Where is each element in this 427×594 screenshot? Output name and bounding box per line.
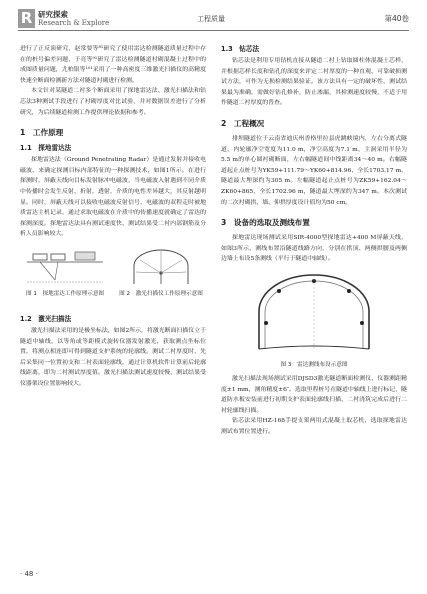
gpr-diagram-icon xyxy=(25,248,105,288)
heading-principle: 1 工作原理 xyxy=(20,128,64,138)
right-column xyxy=(221,44,407,438)
journal-logo: R xyxy=(18,9,35,28)
heading-core: 1.3 钻芯法 xyxy=(221,45,260,53)
left-column xyxy=(20,44,206,389)
core-paragraph: 钻芯法是利用专用钻机直接从隧道二衬上钻取圆柱体混凝土芯样，并根据芯样长度和钻孔的深度来评定二衬厚度的一种直观、可靠破损测试方法，可作为无损检测结果验证。该方法具有一定的破坏性，测试结果最为准确，需做好钻孔修补，防止渗漏，其检测速度较慢，不适于用作隧道二衬厚度的普查。 xyxy=(221,58,407,107)
figure-1-caption: 图 1 探地雷达工作原理示意图 xyxy=(25,290,105,297)
heading-equipment: 3 设备的选取及测线布置 xyxy=(221,218,310,228)
header-divider xyxy=(18,30,409,31)
journal-name-cn: 研究探索 xyxy=(38,10,68,19)
page-number: · 48 · xyxy=(20,570,38,578)
laser-scanner-diagram-icon xyxy=(126,248,196,288)
figure-1 xyxy=(20,248,110,310)
heading-overview: 2 工程概况 xyxy=(221,118,265,128)
heading-gpr: 1.1 探地雷达法 xyxy=(20,144,72,153)
volume-number: 第40卷 xyxy=(384,14,409,23)
intro-paragraph-1: 进行了正反演研究，赵常要等⁸¹研究了使用雷达检测隧道质量过程中存在的桩号偏差问题，于亮等⁹¹研究了雷达检测隧道衬砌混凝土过程中的成图质量问题，尤柏银等¹⁰¹采用了一种高密度三维激光扫描仪的高精度快速全断面检测新方法对隧道衬砌进行检测。 xyxy=(20,46,206,84)
journal-name-en: Research & Explore xyxy=(38,19,110,27)
figure-2 xyxy=(116,248,206,310)
overview-paragraph: 排坝隧道位于云南省迪庆州香格里拉县虎跳峡境内，左右分离式隧道，内轮廓净空宽度为11.0 m，净空高度为7.1 m，主洞采用半径为5.5 m的单心圆衬砌断面，左右幅隧道间中线距离34～40 m。右幅隧道起止点桩号为YK59+111.79～YK60+814.96，全长1703.17 m，隧道最大埋深约为305 m。左幅隧道起止点桩号为ZK59+162.04～ZK60+865，全长1702.96 m，隧道最大埋深约为347 m。本次测试的二次衬砌拱、墙、仰拱厚度设计值均为50 cm。 xyxy=(221,135,407,206)
page-header xyxy=(0,0,427,40)
heading-laser: 1.2 激光扫描法 xyxy=(20,314,72,323)
intro-paragraph-2: 本文针对某隧道二衬多个断面采用了探地雷达法、激光扫描法和钻芯法3种测试手段进行了衬砌厚度对比试验，并对数据误差进行了分析研究，为后续隧道检测工作提供理论依据和参考。 xyxy=(20,88,206,116)
gpr-paragraph: 探地雷达法（Ground Penetrating Radar）是通过发射并接收电磁波，来确定探测目标内部特征的一种探测技术，如图1所示。在进行探测时，屏蔽天线向目标发射脉冲电磁波，当电磁波入射遇到不同介质中传播时会发生反射、折射，透射，介质的电性差异越大，其反射越明显。同时，屏蔽天线可以接收电磁波反射信号，电磁波的双程走时被地质雷达主机记录，通过求取电磁波在介质中的传播速度就确定了雷达的探测深度。探地雷达法具有测试速度快、测试结果受二衬内部钢筋及分析人员影响较大。 xyxy=(20,157,206,238)
laser-equipment-paragraph: 激光扫描法现场测试采用DJSD3激光隧道断面检测仪，仪器测距精度±1 mm，测角精度±6″。选取里程桩号在隧道中轴线上进行标记，隧道防水板安装前进行初期支护表面轮廓线扫描，二衬浇筑完成后进行二衬轮廓线扫描。 xyxy=(221,376,407,414)
equipment-paragraph: 探地雷达现场测试采用SIR-4000型探地雷达+400 M屏蔽天线，如图3所示，测线布置沿隧道线路方向，分别在拱顶、两侧拱腰及两侧边墙上布设5条测线（平行于隧道中轴线）。 xyxy=(221,235,407,263)
tunnel-survey-line-diagram-icon xyxy=(239,271,389,353)
core-equipment-paragraph: 钻芯法采用HZ-168手提支架两用式混凝土取芯机，选取探地雷达测试布置位置进行。 xyxy=(221,418,407,436)
figure-3 xyxy=(221,271,407,358)
figure-row xyxy=(20,248,206,310)
figure-3-caption: 图 3 雷达测线布设示意图 xyxy=(280,361,348,368)
figure-2-caption: 图 2 激光扫描仪工作原理示意图 xyxy=(119,290,203,297)
laser-paragraph: 激光扫描法采用的是极坐标法，如图2所示，将激光断面扫描仪立于隧道中轴线，以等角或等距模式旋转仪器发射激光，获取测点坐标位置，将测点相连即可得到隧道支护系统的轮廓线。测试二衬厚度时，先后采集同一位置初支和二衬表面轮廓线，通过计算机软件计算前后轮廓线距离，即为二衬测试厚度值。激光扫描法测试速度较慢，测试结果受仪器架设位置影响较大。 xyxy=(20,327,206,387)
section-name: 工程质量 xyxy=(197,15,225,23)
